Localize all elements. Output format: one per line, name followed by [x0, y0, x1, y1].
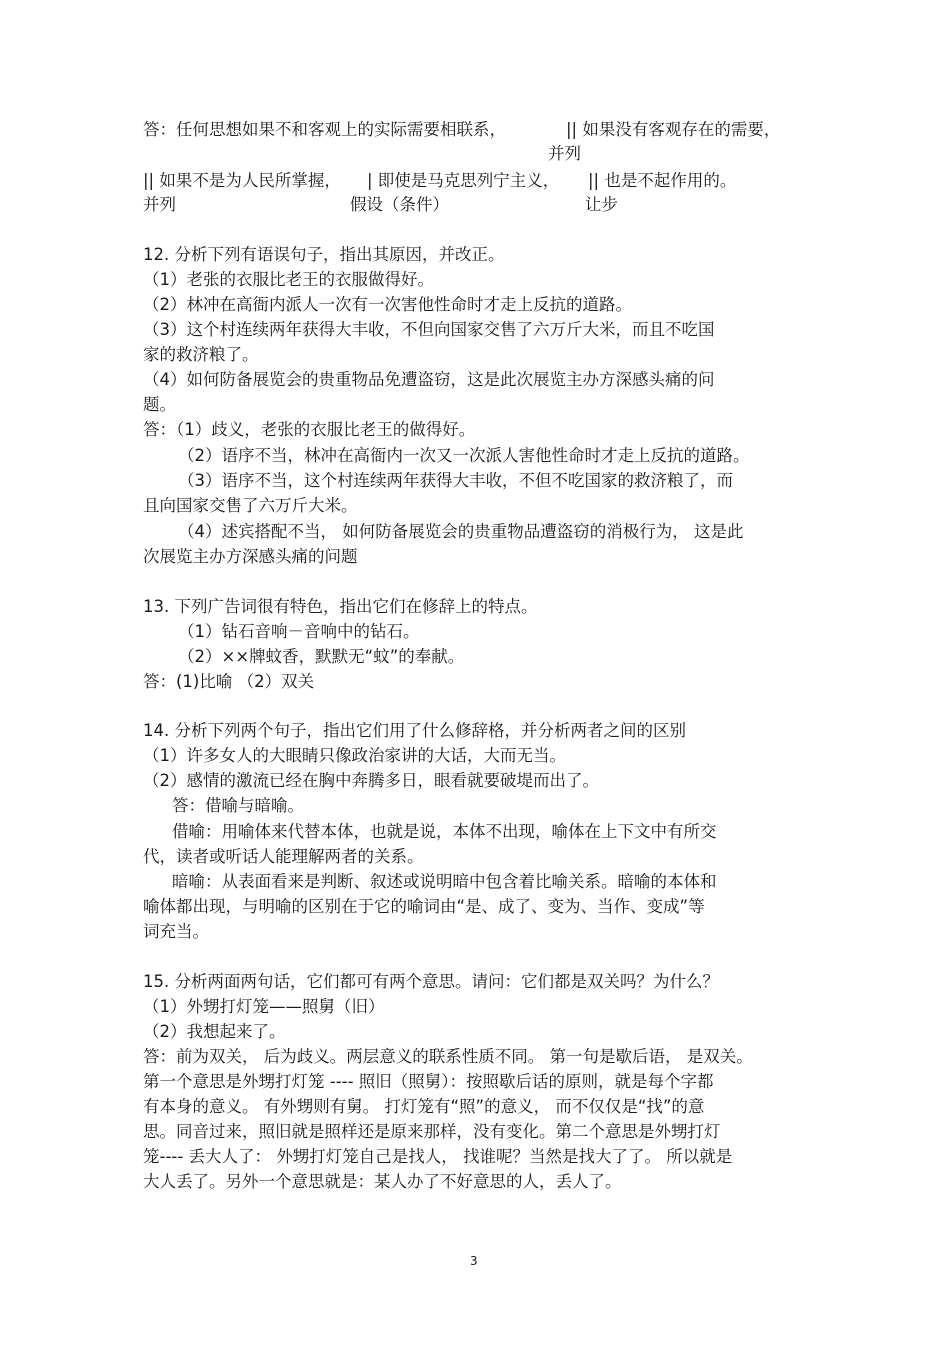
q14-answer-2: 借喻：用喻体来代替本体，也就是说，本体不出现，喻体在上下文中有所交: [172, 822, 717, 841]
q13-item-2: （2）××牌蚊香，默默无“蚊”的奉献。: [178, 647, 465, 666]
q14-answer-3-end: 词充当。: [143, 922, 209, 941]
q12-item-3: （3）这个村连续两年获得大丰收，不但向国家交售了六万斤大米，而且不吃国: [143, 320, 715, 339]
q15-answer-3: 有本身的意义。 有外甥则有舅。 打灯笼有“照”的意义， 而不仅仅是“找”的意: [143, 1097, 705, 1116]
q14-item-1: （1）许多女人的大眼睛只像政治家讲的大话，大而无当。: [143, 746, 566, 765]
q15-item-1: （1）外甥打灯笼——照舅（旧）: [143, 997, 385, 1016]
q12-item-4: （4）如何防备展览会的贵重物品免遭盗窃，这是此次展览主办方深感头痛的问: [143, 370, 715, 389]
analysis-label-parallel-1: 并列: [548, 144, 581, 163]
q12-answer-1: 答：（1）歧义，老张的衣服比老王的做得好。: [143, 420, 476, 439]
q15-answer-1: 答：前为双关， 后为歧义。两层意义的联系性质不同。 第一句是歇后语， 是双关。: [143, 1047, 753, 1066]
q12-item-1: （1）老张的衣服比老王的衣服做得好。: [143, 270, 434, 289]
q15-title: 15. 分析两面两句话，它们都可有两个意思。请问：它们都是双关吗？为什么？: [143, 972, 719, 991]
page-number: 3: [470, 1254, 478, 1268]
analysis-answer-line1a: 答：任何思想如果不和客观上的实际需要相联系，: [143, 120, 506, 139]
q14-answer-1: 答：借喻与暗喻。: [172, 796, 304, 815]
analysis-label-concession: 让步: [585, 195, 618, 214]
q14-answer-2-cont: 代，读者或听话人能理解两者的关系。: [143, 847, 424, 866]
q12-answer-2: （2）语序不当，林冲在高衙内一次又一次派人害他性命时才走上反抗的道路。: [178, 446, 750, 465]
q15-answer-4: 思。同音过来，照旧就是照样还是原来那样，没有变化。第二个意思是外甥打灯: [143, 1122, 721, 1141]
q12-item-3-cont: 家的救济粮了。: [143, 345, 259, 364]
analysis-answer-line2a: || 如果不是为人民所掌握，: [143, 171, 341, 190]
q15-answer-2: 第一个意思是外甥打灯笼 ---- 照旧（照舅）：按照歇后话的原则，就是每个字都: [143, 1072, 714, 1091]
q15-answer-5: 笼---- 丢大人了： 外甥打灯笼自己是找人， 找谁呢？当然是找大了了。 所以就是: [143, 1147, 733, 1166]
q12-answer-4: （4）述宾搭配不当， 如何防备展览会的贵重物品遭盗窃的消极行为， 这是此: [178, 522, 744, 541]
q12-item-2: （2）林冲在高衙内派人一次有一次害他性命时才走上反抗的道路。: [143, 295, 632, 314]
q15-item-2: （2）我想起来了。: [143, 1022, 286, 1041]
q13-item-1: （1）钻石音响－音响中的钻石。: [178, 622, 420, 641]
analysis-answer-line2c: || 也是不起作用的。: [588, 171, 737, 190]
q12-item-4-cont: 题。: [143, 395, 176, 414]
q12-answer-3-cont: 且向国家交售了六万斤大米。: [143, 496, 358, 515]
analysis-answer-line2b: | 即使是马克思列宁主义，: [367, 171, 560, 190]
q12-answer-3: （3）语序不当，这个村连续两年获得大丰收，不但不吃国家的救济粮了，而: [178, 471, 733, 490]
q14-title: 14. 分析下列两个句子，指出它们用了什么修辞格，并分析两者之间的区别: [143, 721, 686, 740]
analysis-label-hypothesis: 假设（条件）: [350, 195, 449, 214]
analysis-answer-line1b: || 如果没有客观存在的需要，: [566, 120, 781, 139]
q13-title: 13. 下列广告词很有特色，指出它们在修辞上的特点。: [143, 597, 538, 616]
analysis-label-parallel-2: 并列: [143, 195, 176, 214]
q14-answer-3: 暗喻：从表面看来是判断、叙述或说明暗中包含着比喻关系。暗喻的本体和: [172, 872, 717, 891]
q14-item-2: （2）感情的激流已经在胸中奔腾多日，眼看就要破堤而出了。: [143, 771, 599, 790]
q12-title: 12. 分析下列有语误句子，指出其原因，并改正。: [143, 245, 505, 264]
q14-answer-3-cont: 喻体都出现，与明喻的区别在于它的喻词由“是、成了、变为、当作、变成”等: [143, 897, 705, 916]
q12-answer-4-cont: 次展览主办方深感头痛的问题: [143, 547, 358, 566]
q13-answer: 答：(1)比喻 （2）双关: [143, 672, 315, 691]
q15-answer-6: 大人丢了。另外一个意思就是：某人办了不好意思的人，丢人了。: [143, 1172, 622, 1191]
